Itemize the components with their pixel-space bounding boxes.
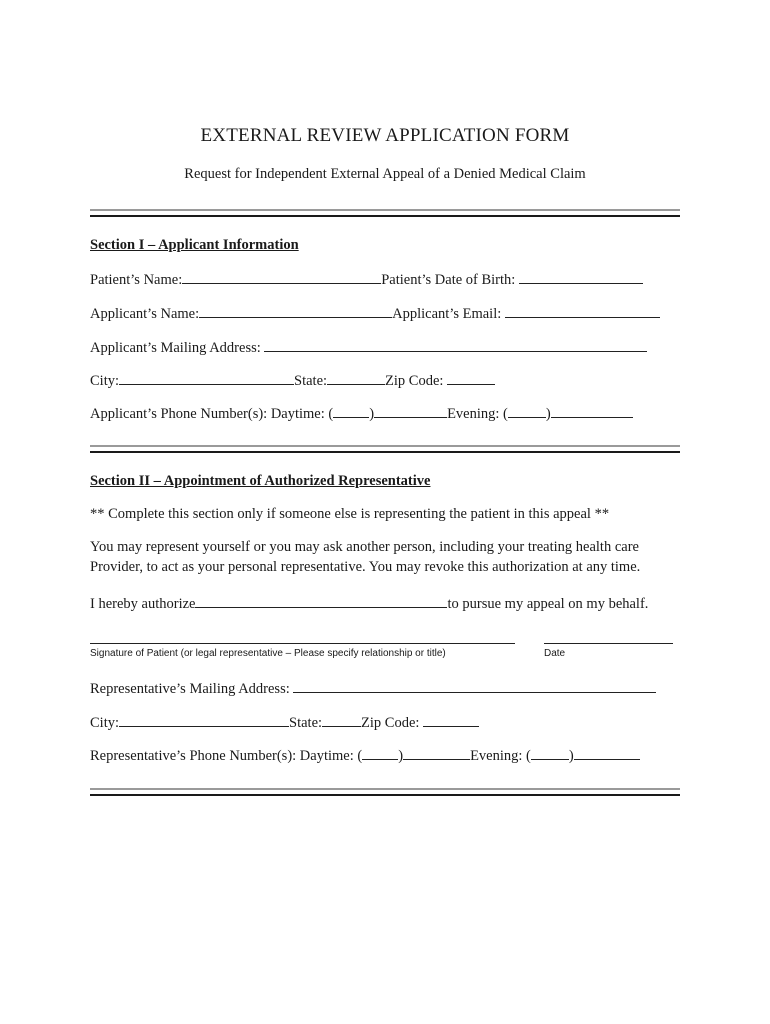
signature-field[interactable]	[90, 643, 515, 644]
applicant-daytime-area-code-field[interactable]	[333, 403, 369, 418]
patient-dob-label: Patient’s Date of Birth:	[381, 272, 516, 288]
form-title: EXTERNAL REVIEW APPLICATION FORM	[200, 125, 570, 146]
evening-label: Evening: (	[447, 406, 508, 422]
patient-dob-field[interactable]	[519, 269, 643, 284]
section-2-heading: Section II – Appointment of Authorized Representative	[90, 473, 431, 489]
paren-close: )	[398, 748, 404, 764]
rep-city-field[interactable]	[119, 712, 289, 727]
applicant-address-row	[90, 337, 647, 357]
state-label: State:	[294, 373, 328, 389]
rep-daytime-area-code-field[interactable]	[362, 745, 398, 760]
applicant-daytime-number-field[interactable]	[374, 403, 447, 418]
section-2-note: ** Complete this section only if someone else is representing the patient in this appeal **	[90, 506, 610, 522]
rep-zip-field[interactable]	[423, 712, 479, 727]
rep-daytime-number-field[interactable]	[403, 745, 470, 760]
applicant-city-field[interactable]	[119, 370, 294, 385]
rep-evening-area-code-field[interactable]	[531, 745, 569, 760]
applicant-name-field[interactable]	[199, 303, 392, 318]
signature-caption: Signature of Patient (or legal representative – Please specify relationship or title)	[90, 648, 446, 659]
rep-address-label: Representative’s Mailing Address:	[90, 681, 290, 697]
rep-address-row	[90, 678, 656, 698]
zip-label: Zip Code:	[361, 715, 420, 731]
rep-phone-label: Representative’s Phone Number(s): Daytime: (	[90, 748, 363, 764]
authorize-prefix: I hereby authorize	[90, 596, 196, 612]
applicant-address-field[interactable]	[264, 337, 647, 352]
section-1-heading: Section I – Applicant Information	[90, 237, 299, 253]
applicant-address-label: Applicant’s Mailing Address:	[90, 340, 261, 356]
evening-label: Evening: (	[470, 748, 531, 764]
applicant-evening-number-field[interactable]	[551, 403, 633, 418]
date-caption: Date	[544, 648, 566, 659]
applicant-state-field[interactable]	[327, 370, 385, 385]
applicant-name-label: Applicant’s Name:	[90, 306, 200, 322]
patient-name-row	[90, 269, 643, 289]
applicant-city-row	[90, 370, 495, 390]
rep-phone-row	[90, 745, 640, 765]
rep-city-row	[90, 712, 479, 732]
paren-close: )	[369, 406, 375, 422]
applicant-name-row	[90, 303, 660, 323]
section-divider	[90, 209, 680, 217]
form-subtitle: Request for Independent External Appeal of a Denied Medical Claim	[184, 166, 586, 182]
rep-address-field[interactable]	[293, 678, 656, 693]
rep-evening-number-field[interactable]	[574, 745, 640, 760]
date-field[interactable]	[544, 643, 673, 644]
authorize-suffix: to pursue my appeal on my behalf.	[447, 596, 649, 612]
city-label: City:	[90, 373, 120, 389]
patient-name-label: Patient’s Name:	[90, 272, 183, 288]
section-divider	[90, 445, 680, 453]
applicant-phone-row	[90, 403, 633, 423]
applicant-evening-area-code-field[interactable]	[508, 403, 546, 418]
zip-label: Zip Code:	[385, 373, 444, 389]
patient-name-field[interactable]	[182, 269, 381, 284]
city-label: City:	[90, 715, 120, 731]
applicant-phone-label: Applicant’s Phone Number(s): Daytime: (	[90, 406, 334, 422]
paren-close: )	[568, 748, 574, 764]
applicant-email-field[interactable]	[505, 303, 660, 318]
section-divider	[90, 788, 680, 796]
rep-state-field[interactable]	[322, 712, 361, 727]
applicant-zip-field[interactable]	[447, 370, 495, 385]
authorization-paragraph-line-1: You may represent yourself or you may ask another person, including your treating health care	[90, 539, 639, 555]
authorize-row	[90, 593, 648, 613]
paren-close: )	[545, 406, 551, 422]
authorization-paragraph-line-2: Provider, to act as your personal representative. You may revoke this authorization at any time.	[90, 559, 641, 575]
state-label: State:	[289, 715, 323, 731]
applicant-email-label: Applicant’s Email:	[392, 306, 502, 322]
representative-name-field[interactable]	[195, 593, 447, 608]
